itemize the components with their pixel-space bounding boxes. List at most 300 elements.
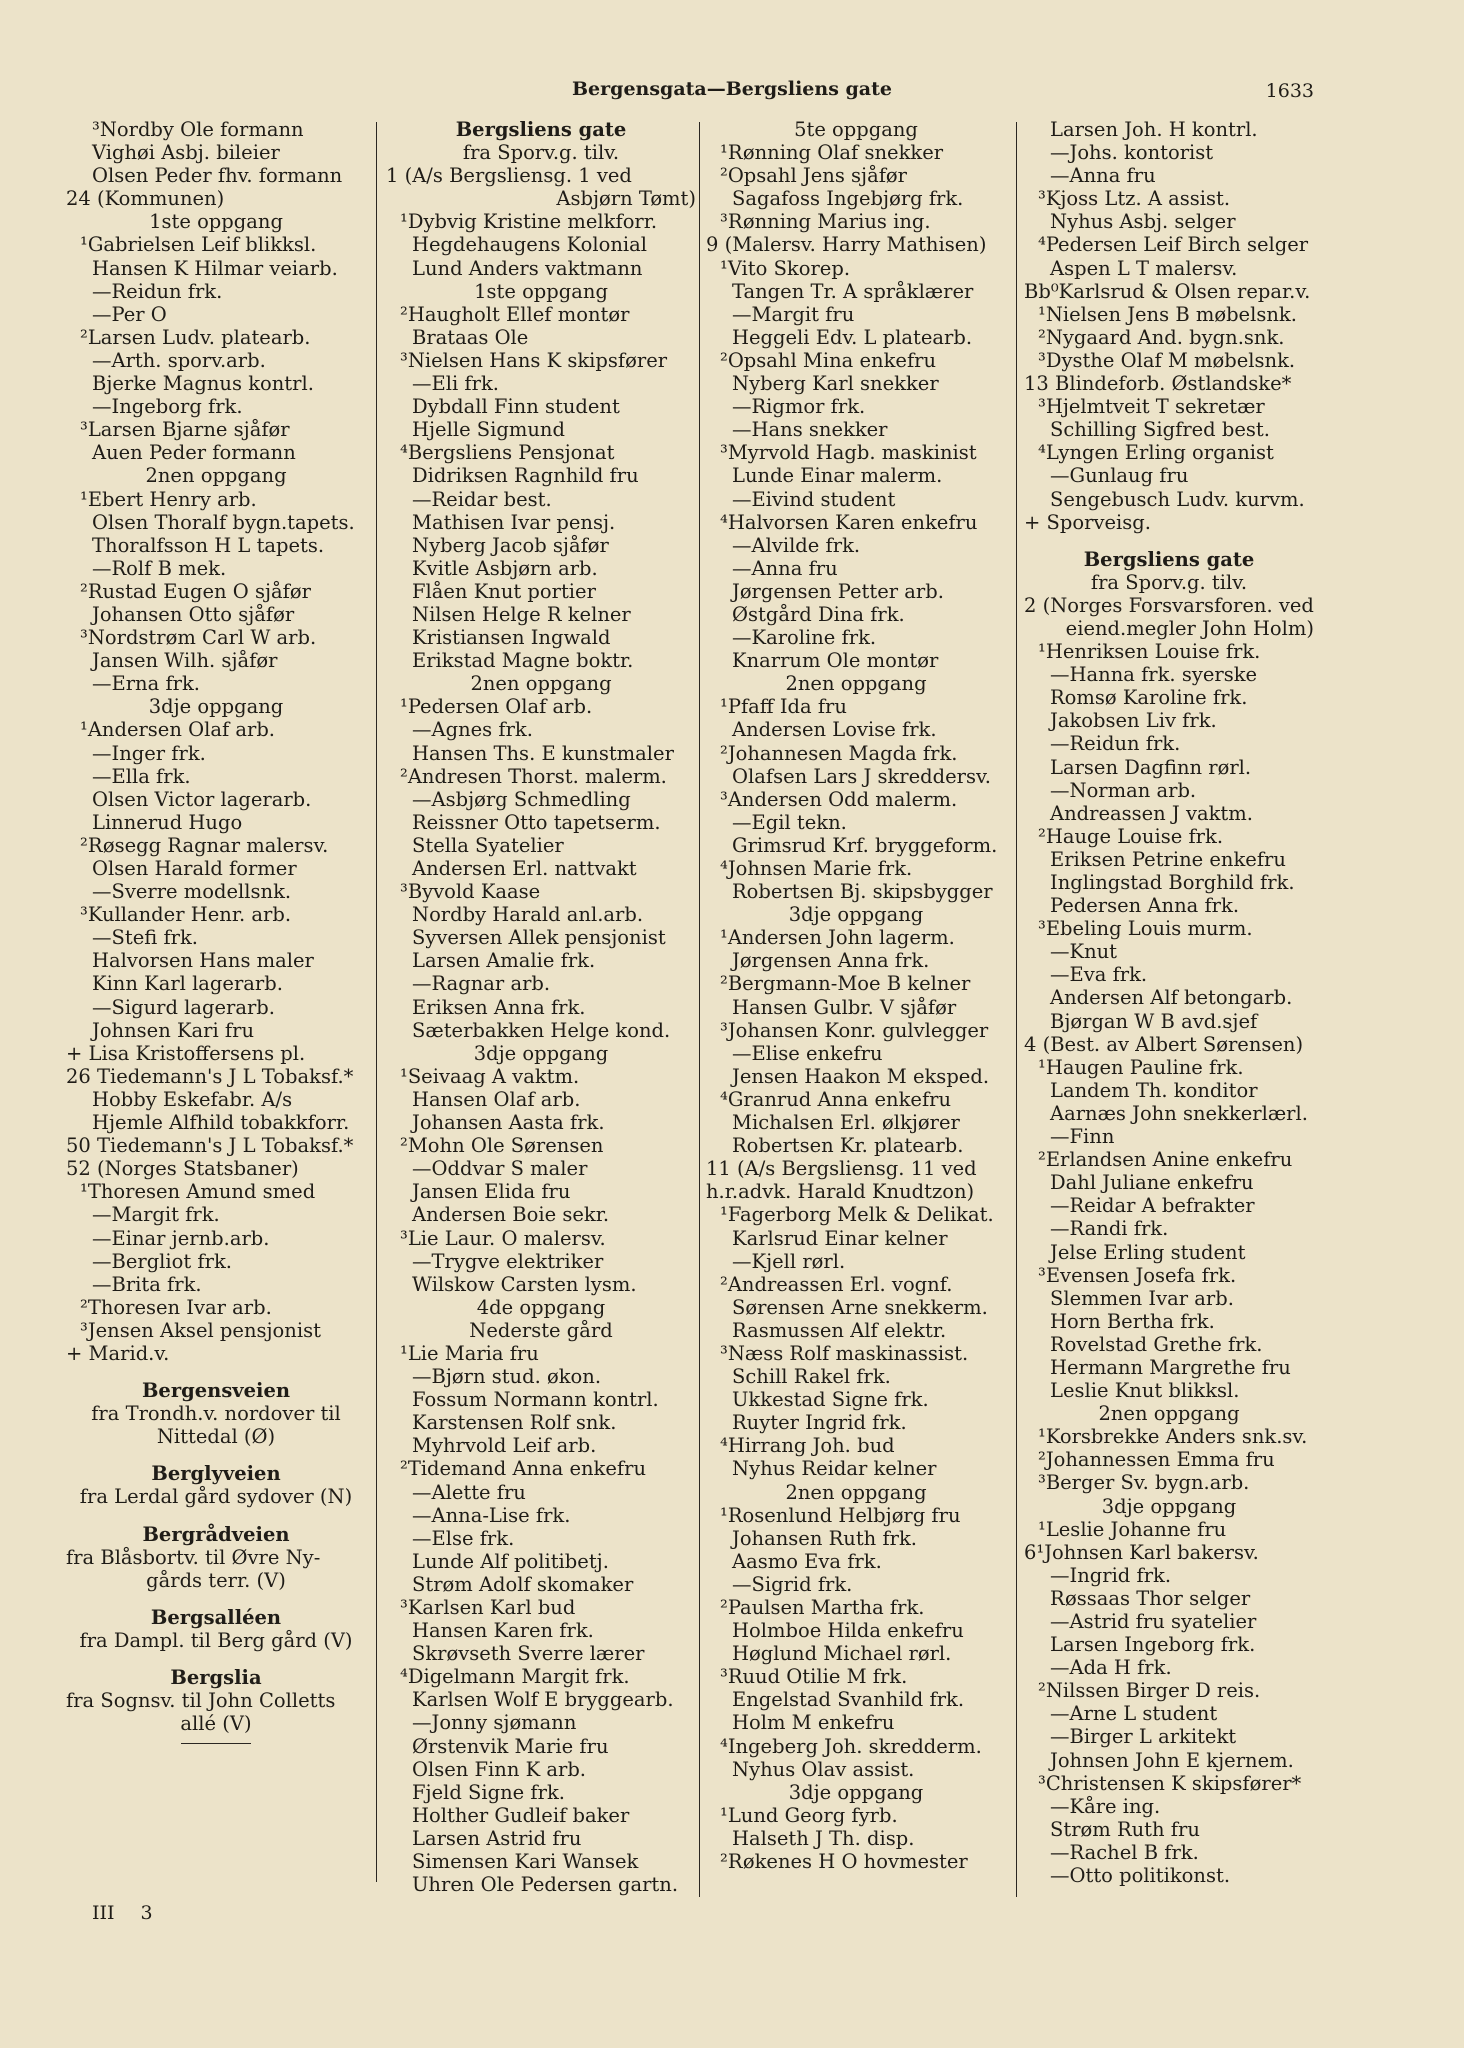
directory-entry: ²Røkenes H O hovmester [720,1850,968,1874]
directory-entry: —Hanna frk. syerske [1050,663,1258,687]
directory-entry: —Birger L arkitekt [1050,1725,1237,1749]
directory-entry: Sengebusch Ludv. kurvm. [1050,487,1305,511]
directory-entry: Andersen Lovise frk. [732,718,937,742]
directory-entry: —Rolf B mek. [92,556,227,580]
directory-entry: ³Karlsen Karl bud [400,1596,576,1619]
spacer [66,1592,366,1606]
directory-entry: Inglingstad Borghild frk. [1050,871,1295,894]
directory-entry: ¹Andersen Olaf arb. [80,718,275,742]
directory-entry: ²Andreassen Erl. vognf. [720,1272,953,1296]
directory-entry: Skrøvseth Sverre lærer [412,1642,645,1666]
directory-entry: ²Andresen Thorst. malerm. [400,764,667,788]
directory-entry: Olsen Victor lagerarb. [92,787,312,811]
directory-entry: ¹Ebert Henry arb. [80,487,257,511]
directory-entry: —Finn [1050,1125,1115,1149]
directory-entry: Larsen Joh. H kontrl. [1050,118,1258,141]
directory-entry: Ukkestad Signe frk. [732,1388,929,1412]
directory-entry: —Sigurd lagerarb. [92,995,275,1019]
directory-entry: ¹Pedersen Olaf arb. [400,695,593,719]
section-label: fra Sporv.g. tilv. [1090,570,1248,594]
section-label: 4de oppgang [476,1295,606,1319]
directory-entry: Strøm Ruth fru [1050,1817,1200,1841]
section-label: 3dje oppgang [788,903,924,927]
directory-entry: Hegdehaugens Kolonial [412,233,647,257]
directory-entry: ¹Leslie Johanne fru [1038,1517,1227,1541]
section-label: 3dje oppgang [148,695,284,719]
directory-entry: —Alette fru [412,1480,526,1504]
directory-entry: Jørgensen Anna frk. [732,949,930,973]
directory-entry: ¹Seivaag A vaktm. [400,1064,580,1088]
directory-entry: Lunde Alf politibetj. [412,1549,609,1573]
directory-entry: Romsø Karoline frk. [1050,686,1248,710]
directory-entry: ²Opsahl Jens sjåfør [720,164,907,188]
directory-entry: Fossum Normann kontrl. [412,1388,659,1412]
directory-entry: Schilling Sigfred best. [1050,418,1270,442]
directory-entry: eiend.megler John Holm) [1065,616,1314,640]
section-label: fra Dampl. til Berg gård (V) [79,1628,353,1652]
directory-entry: Kinn Karl lagerarb. [92,972,283,996]
directory-entry: —Per O [92,302,167,326]
directory-entry: —Else frk. [412,1526,515,1550]
directory-entry: ⁴Johnsen Marie frk. [720,857,913,880]
directory-entry: —Reidun frk. [1050,732,1181,756]
directory-entry: Larsen Astrid fru [412,1826,582,1850]
directory-entry: —Bjørn stud. økon. [412,1365,602,1389]
directory-entry: Andersen Erl. nattvakt [412,857,637,880]
directory-entry: Linnerud Hugo [92,810,243,834]
directory-entry: Karstensen Rolf snk. [412,1411,617,1435]
directory-entry: ²Tidemand Anna enkefru [400,1457,647,1481]
directory-entry: + Marid.v. [66,1341,170,1365]
directory-entry: ²Hauge Louise frk. [1038,824,1224,848]
directory-entry: —Reidun frk. [92,279,223,303]
directory-entry: 9 (Malersv. Harry Mathisen) [706,233,987,257]
directory-entry: ³Johansen Konr. gulvlegger [720,1018,989,1042]
directory-entry: Lund Anders vaktmann [412,256,643,280]
directory-entry: Johansen Ruth frk. [732,1526,917,1550]
directory-entry: Olsen Finn K arb. [412,1757,587,1781]
section-label: 2nen oppgang [470,672,612,696]
directory-entry: —Johs. kontorist [1050,141,1214,165]
directory-entry: Hansen Gulbr. V sjåfør [732,995,957,1019]
spacer [66,1448,366,1462]
directory-entry: Schill Rakel frk. [732,1365,891,1389]
directory-entry: ³Hjelmtveit T sekretær [1038,395,1265,419]
section-label: 3dje oppgang [1101,1494,1237,1518]
directory-entry: Pedersen Anna frk. [1050,894,1240,918]
directory-entry: —Kåre ing. [1050,1794,1161,1818]
directory-entry: Aspen L T malersv. [1050,256,1238,280]
directory-entry: Nyhus Reidar kelner [732,1457,937,1481]
directory-entry: Aasmo Eva frk. [732,1549,882,1573]
directory-entry: Bjørgan W B avd.sjef [1050,1009,1258,1033]
directory-entry: Halseth J Th. disp. [732,1826,915,1850]
directory-entry: ³Rønning Marius ing. [720,210,931,234]
directory-entry: —Inger frk. [92,741,206,765]
directory-entry: ⁴Bergsliens Pensjonat [400,441,615,465]
directory-entry: Holm M enkefru [732,1711,895,1735]
directory-entry: Syversen Allek pensjonist [412,926,666,950]
directory-entry: —Ragnar arb. [412,972,551,996]
column-rule-1 [376,122,377,1882]
directory-entry: Thoralfsson H L tapets. [92,533,325,557]
directory-entry: ³Larsen Bjarne sjåfør [80,418,290,442]
directory-entry: ¹Rønning Olaf snekker [720,141,944,165]
spacer [66,1652,366,1666]
directory-entry: Erikstad Magne boktr. [412,649,634,673]
directory-entry: Olsen Peder fhv. formann [92,164,343,188]
directory-entry: ¹Gabrielsen Leif blikksl. [80,233,317,257]
directory-entry: ²Johannessen Emma fru [1038,1448,1275,1472]
directory-entry: ²Erlandsen Anine enkefru [1038,1148,1293,1172]
directory-entry: ¹Andersen John lagerm. [720,926,955,950]
directory-entry: fra Sognsv. til John Colletts [66,1689,336,1713]
column-rule-3 [1016,122,1017,1897]
directory-entry: ²Rustad Eugen O sjåfør [80,579,311,603]
directory-entry: Karlsen Wolf E bryggearb. [412,1688,674,1712]
directory-entry: —Stefi frk. [92,926,198,950]
directory-entry: Andersen Alf betongarb. [1050,986,1293,1010]
directory-entry: Johnsen Kari fru [92,1018,255,1042]
directory-entry: Grimsrud Krf. bryggeform. [732,833,998,857]
directory-entry: —Einar jernb.arb. [92,1226,270,1250]
directory-entry: ³Jensen Aksel pensjonist [80,1318,321,1342]
directory-entry: Landem Th. konditor [1050,1078,1258,1102]
directory-entry: ³Kjoss Ltz. A assist. [1038,187,1231,211]
directory-entry: Olafsen Lars J skreddersv. [732,764,991,788]
directory-entry: ³Dysthe Olaf M møbelsnk. [1038,348,1296,372]
street-heading: Berglyveien [151,1462,281,1486]
directory-entry: ¹Rosenlund Helbjørg fru [720,1503,961,1527]
directory-entry: ³Nielsen Hans K skipsfører [400,348,668,372]
directory-entry: Wilskow Carsten lysm. [412,1272,637,1296]
directory-entry: + Lisa Kristoffersens pl. [66,1041,306,1065]
directory-entry: Nordby Harald anl.arb. [412,903,644,927]
directory-entry: 11 (A/s Bergsliensg. 11 ved [706,1157,977,1181]
directory-entry: ³Berger Sv. bygn.arb. [1038,1471,1250,1495]
directory-entry: ³Næss Rolf maskinassist. [720,1341,969,1365]
directory-entry: —Elise enkefru [732,1041,883,1065]
directory-entry: ⁴Hirrang Joh. bud [720,1434,895,1458]
directory-entry: Asbjørn Tømt) [556,187,696,211]
directory-entry: Larsen Amalie frk. [412,949,596,973]
directory-entry: Røssaas Thor selger [1050,1586,1251,1610]
directory-entry: fra Blåsbortv. til Øvre Ny- [66,1545,321,1569]
directory-entry: ³Nordby Ole formann [92,118,304,141]
directory-entry: —Otto politikonst. [1050,1864,1231,1888]
directory-entry: —Trygve elektriker [412,1249,604,1273]
directory-entry: ¹Lund Georg fyrb. [720,1803,898,1827]
directory-entry: ²Bergmann-Moe B kelner [720,972,971,996]
directory-entry: Eriksen Petrine enkefru [1050,847,1286,871]
section-label: Nederste gård [469,1318,613,1342]
section-label: 3dje oppgang [473,1041,609,1065]
directory-entry: ¹Pfaff Ida fru [720,695,847,719]
directory-entry: —Anna-Lise frk. [412,1503,571,1527]
directory-entry: —Hans snekker [732,418,888,442]
directory-entry: —Reidar A befrakter [1050,1194,1255,1218]
directory-entry: —Eva frk. [1050,963,1148,987]
directory-entry: Nyberg Jacob sjåfør [412,533,609,557]
directory-entry: Andreassen J vaktm. [1050,801,1253,825]
section-label: fra Lerdal gård sydover (N) [79,1485,353,1509]
directory-entry: —Rachel B frk. [1050,1840,1199,1864]
column-2 [386,118,696,1896]
section-rule [181,1743,251,1744]
directory-entry: ³Christensen K skipsfører* [1038,1771,1302,1795]
directory-entry: ³Byvold Kaase [400,880,541,904]
directory-entry: Simensen Kari Wansek [412,1850,639,1874]
street-heading: Bergrådveien [142,1522,290,1546]
directory-entry: —Alvilde frk. [732,533,861,557]
directory-entry: 2 (Norges Forsvarsforen. ved [1024,593,1314,617]
directory-entry: Karlsrud Einar kelner [732,1226,948,1250]
section-label: Nittedal (Ø) [156,1425,276,1449]
directory-entry: Holmboe Hilda enkefru [732,1619,964,1643]
directory-entry: Eriksen Anna frk. [412,995,586,1019]
directory-entry: ²Paulsen Martha frk. [720,1596,925,1619]
directory-entry: 24 (Kommunen) [66,187,225,211]
directory-entry: Andersen Boie sekr. [412,1203,610,1227]
directory-entry: 52 (Norges Statsbaner) [66,1157,299,1181]
directory-entry: Johansen Otto sjåfør [92,602,295,626]
directory-entry: —Arth. sporv.arb. [92,348,266,372]
directory-entry: Johansen Aasta frk. [412,1111,605,1135]
section-label: 2nen oppgang [785,672,927,696]
directory-entry: Hjemle Alfhild tobakkforr. [92,1111,350,1135]
directory-entry: Uhren Ole Pedersen gartn. [412,1873,679,1897]
street-heading: Bergsalléen [150,1605,282,1629]
directory-entry: ¹Korsbrekke Anders snk.sv. [1038,1425,1308,1449]
directory-entry: Hermann Margrethe fru [1050,1355,1291,1379]
directory-entry: —Astrid fru syatelier [1050,1610,1257,1633]
directory-entry: Hansen Olaf arb. [412,1087,581,1111]
directory-entry: Slemmen Ivar arb. [1050,1286,1234,1310]
section-label: fra Trondh.v. nordover til [91,1402,341,1426]
directory-entry: ¹Lie Maria fru [400,1341,539,1365]
directory-entry: Aarnæs John snekkerlærl. [1050,1101,1308,1125]
directory-entry: Kvitle Asbjørn arb. [412,556,598,580]
directory-entry: Dahl Juliane enkefru [1050,1171,1254,1195]
directory-entry: —Ingrid frk. [1050,1563,1172,1587]
directory-entry: 1 (A/s Bergsliensg. 1 ved [386,164,632,188]
directory-entry: —Gunlaug fru [1050,464,1189,488]
directory-entry: ²Nilssen Birger D reis. [1038,1679,1261,1703]
directory-entry: ²Thoresen Ivar arb. [80,1295,272,1319]
directory-entry: 26 Tiedemann's J L Tobaksf.* [66,1064,354,1088]
directory-entry: —Asbjørg Schmedling [412,787,631,811]
spacer [66,1365,366,1379]
section-label: fra Sporv.g. tilv. [462,141,620,165]
directory-entry: ³Myrvold Hagb. maskinist [720,441,977,465]
directory-entry: Dybdall Finn student [412,395,620,419]
directory-entry: Vighøi Asbj. bileier [92,141,280,165]
directory-entry: Mathisen Ivar pensj. [412,510,616,534]
directory-entry: —Brita frk. [92,1272,202,1296]
section-label: 5te oppgang [794,118,918,141]
directory-entry: Sæterbakken Helge kond. [412,1018,671,1042]
directory-entry: —Agnes frk. [412,718,533,742]
directory-entry: ¹Vito Skorep. [720,256,851,280]
column-1 [66,118,366,1752]
directory-entry: Flåen Knut portier [412,579,596,603]
directory-entry: ²Haugholt Ellef montør [400,302,630,326]
directory-entry: Nyhus Asbj. selger [1050,210,1236,234]
directory-entry: —Anna fru [1050,164,1156,188]
street-heading: Bergslia [170,1666,262,1689]
directory-entry: ¹Henriksen Louise frk. [1038,640,1261,664]
section-label: allé (V) [180,1712,252,1736]
directory-entry: h.r.advk. Harald Knudtzon) [706,1180,975,1204]
page-number: 1633 [1265,80,1314,102]
directory-entry: Nyberg Karl snekker [732,372,939,396]
directory-entry: —Kjell rørl. [732,1249,846,1273]
street-heading: Bergensveien [141,1379,291,1403]
directory-entry: Hjelle Sigmund [412,418,565,442]
column-3 [706,118,1006,1873]
directory-entry: Hobby Eskefabr. A/s [92,1087,293,1111]
directory-entry: Sagafoss Ingebjørg frk. [732,187,964,211]
directory-entry: ³Nordstrøm Carl W arb. [80,626,317,650]
directory-entry: ²Johannesen Magda frk. [720,741,958,765]
directory-entry: Didriksen Ragnhild fru [412,464,639,488]
directory-entry: —Bergliot frk. [92,1249,232,1273]
directory-entry: ³Evensen Josefa frk. [1038,1263,1237,1287]
directory-entry: ⁴Pedersen Leif Birch selger [1038,233,1309,257]
page-footer: III 3 [92,1902,153,1924]
directory-entry: Nyhus Olav assist. [732,1757,915,1781]
directory-entry: Rasmussen Alf elektr. [732,1318,947,1342]
directory-entry: Bjerke Magnus kontrl. [92,372,314,396]
directory-entry: Auen Peder formann [92,441,296,465]
directory-entry: —Ada H frk. [1050,1656,1172,1680]
section-label: 2nen oppgang [1098,1402,1240,1426]
directory-entry: ²Røsegg Ragnar malersv. [80,833,329,857]
directory-entry: Leslie Knut blikksl. [1050,1379,1240,1403]
directory-entry: ¹Haugen Pauline frk. [1038,1055,1244,1079]
directory-entry: —Margit frk. [92,1203,220,1227]
street-heading: Bergsliens gate [1083,547,1255,571]
directory-entry: —Arne L student [1050,1702,1218,1726]
directory-entry: ⁴Digelmann Margit frk. [400,1665,630,1689]
directory-entry: —Rigmor frk. [732,395,866,419]
directory-entry: + Sporveisg. [1024,510,1151,534]
directory-entry: Robertsen Bj. skipsbygger [732,880,993,904]
directory-entry: Strøm Adolf skomaker [412,1572,634,1596]
directory-entry: Jansen Elida fru [412,1180,571,1204]
directory-entry: Brataas Ole [412,325,529,349]
directory-entry: ²Opsahl Mina enkefru [720,348,937,372]
directory-entry: ⁴Halvorsen Karen enkefru [720,510,978,534]
directory-entry: Jansen Wilh. sjåfør [92,649,278,673]
directory-entry: Jakobsen Liv frk. [1050,709,1217,733]
directory-entry: ³Lie Laur. O malersv. [400,1226,606,1250]
spacer [1024,534,1314,548]
directory-entry: —Sverre modellsnk. [92,880,292,904]
directory-entry: Jørgensen Petter arb. [732,579,944,603]
directory-entry: ²Larsen Ludv. platearb. [80,325,311,349]
directory-entry: Hansen K Hilmar veiarb. [92,256,338,280]
directory-entry: Olsen Harald former [92,857,297,880]
directory-entry: Lunde Einar malerm. [732,464,943,488]
directory-entry: Rovelstad Grethe frk. [1050,1332,1263,1356]
spacer [66,1509,366,1523]
directory-entry: ³Ruud Otilie M frk. [720,1665,908,1689]
directory-entry: Bb⁰Karlsrud & Olsen repar.v. [1024,279,1311,303]
directory-entry: 13 Blindeforb. Østlandske* [1024,372,1292,396]
directory-entry: Fjeld Signe frk. [412,1780,565,1804]
directory-entry: —Sigrid frk. [732,1572,853,1596]
directory-entry: —Reidar best. [412,487,552,511]
directory-entry: Johnsen John E kjernem. [1050,1748,1294,1772]
directory-entry: Horn Bertha frk. [1050,1309,1215,1333]
directory-entry: Hansen Karen frk. [412,1619,594,1643]
directory-entry: Hansen Ths. E kunstmaler [412,741,674,765]
directory-entry: Robertsen Kr. platearb. [732,1134,964,1158]
directory-entry: Reissner Otto tapetserm. [412,810,661,834]
directory-entry: ³Kullander Henr. arb. [80,903,292,927]
directory-entry: Heggeli Edv. L platearb. [732,325,973,349]
directory-entry: —Margit fru [732,302,855,326]
directory-entry: —Norman arb. [1050,778,1197,802]
directory-entry: Ørstenvik Marie fru [412,1734,609,1758]
directory-entry: Jensen Haakon M eksped. [732,1064,990,1088]
directory-entry: —Karoline frk. [732,626,877,650]
directory-entry: 50 Tiedemann's J L Tobaksf.* [66,1134,354,1158]
directory-entry: ³Ebeling Louis murm. [1038,917,1253,941]
section-label: 2nen oppgang [785,1480,927,1504]
directory-entry: —Erna frk. [92,672,200,696]
section-label: 1ste oppgang [149,210,283,234]
directory-entry: Olsen Thoralf bygn.tapets. [92,510,355,534]
directory-entry: —Eli frk. [412,372,499,396]
directory-entry: ¹Thoresen Amund smed [80,1180,316,1204]
directory-entry: —Egil tekn. [732,810,847,834]
directory-entry: Jelse Erling student [1050,1240,1246,1264]
page-title: Bergensgata—Bergsliens gate [572,78,892,100]
directory-entry: —Eivind student [732,487,896,511]
directory-entry: ¹Nielsen Jens B møbelsnk. [1038,302,1297,326]
directory-entry: 4 (Best. av Albert Sørensen) [1024,1032,1304,1056]
directory-entry: 6¹Johnsen Karl bakersv. [1024,1540,1259,1564]
section-label: 3dje oppgang [788,1780,924,1804]
directory-entry: —Oddvar S maler [412,1157,588,1181]
directory-entry: ²Mohn Ole Sørensen [400,1134,604,1158]
directory-entry: —Jonny sjømann [412,1711,577,1735]
directory-entry: Larsen Ingeborg frk. [1050,1633,1256,1657]
directory-entry: Høglund Michael rørl. [732,1642,952,1666]
directory-entry: Engelstad Svanhild frk. [732,1688,965,1712]
directory-entry: ³Andersen Odd malerm. [720,787,958,811]
directory-entry: ⁴Lyngen Erling organist [1038,441,1274,465]
directory-entry: ¹Fagerborg Melk & Delikat. [720,1203,994,1227]
directory-entry: —Ella frk. [92,764,191,788]
street-heading: Bergsliens gate [455,118,627,141]
directory-entry: —Randi frk. [1050,1217,1169,1241]
directory-entry: —Knut [1050,940,1118,964]
column-4 [1024,118,1314,1887]
directory-entry: Kristiansen Ingwald [412,626,611,650]
directory-entry: Nilsen Helge R kelner [412,602,631,626]
directory-entry: ⁴Granrud Anna enkefru [720,1087,952,1111]
directory-entry: Ruyter Ingrid frk. [732,1411,907,1435]
directory-entry: Stella Syatelier [412,833,564,857]
directory-entry: —Ingeborg frk. [92,395,243,419]
directory-entry: Larsen Dagfinn rørl. [1050,755,1252,779]
directory-entry: Knarrum Ole montør [732,649,939,673]
column-rule-2 [699,122,700,1897]
directory-entry: Sørensen Arne snekkerm. [732,1295,988,1319]
